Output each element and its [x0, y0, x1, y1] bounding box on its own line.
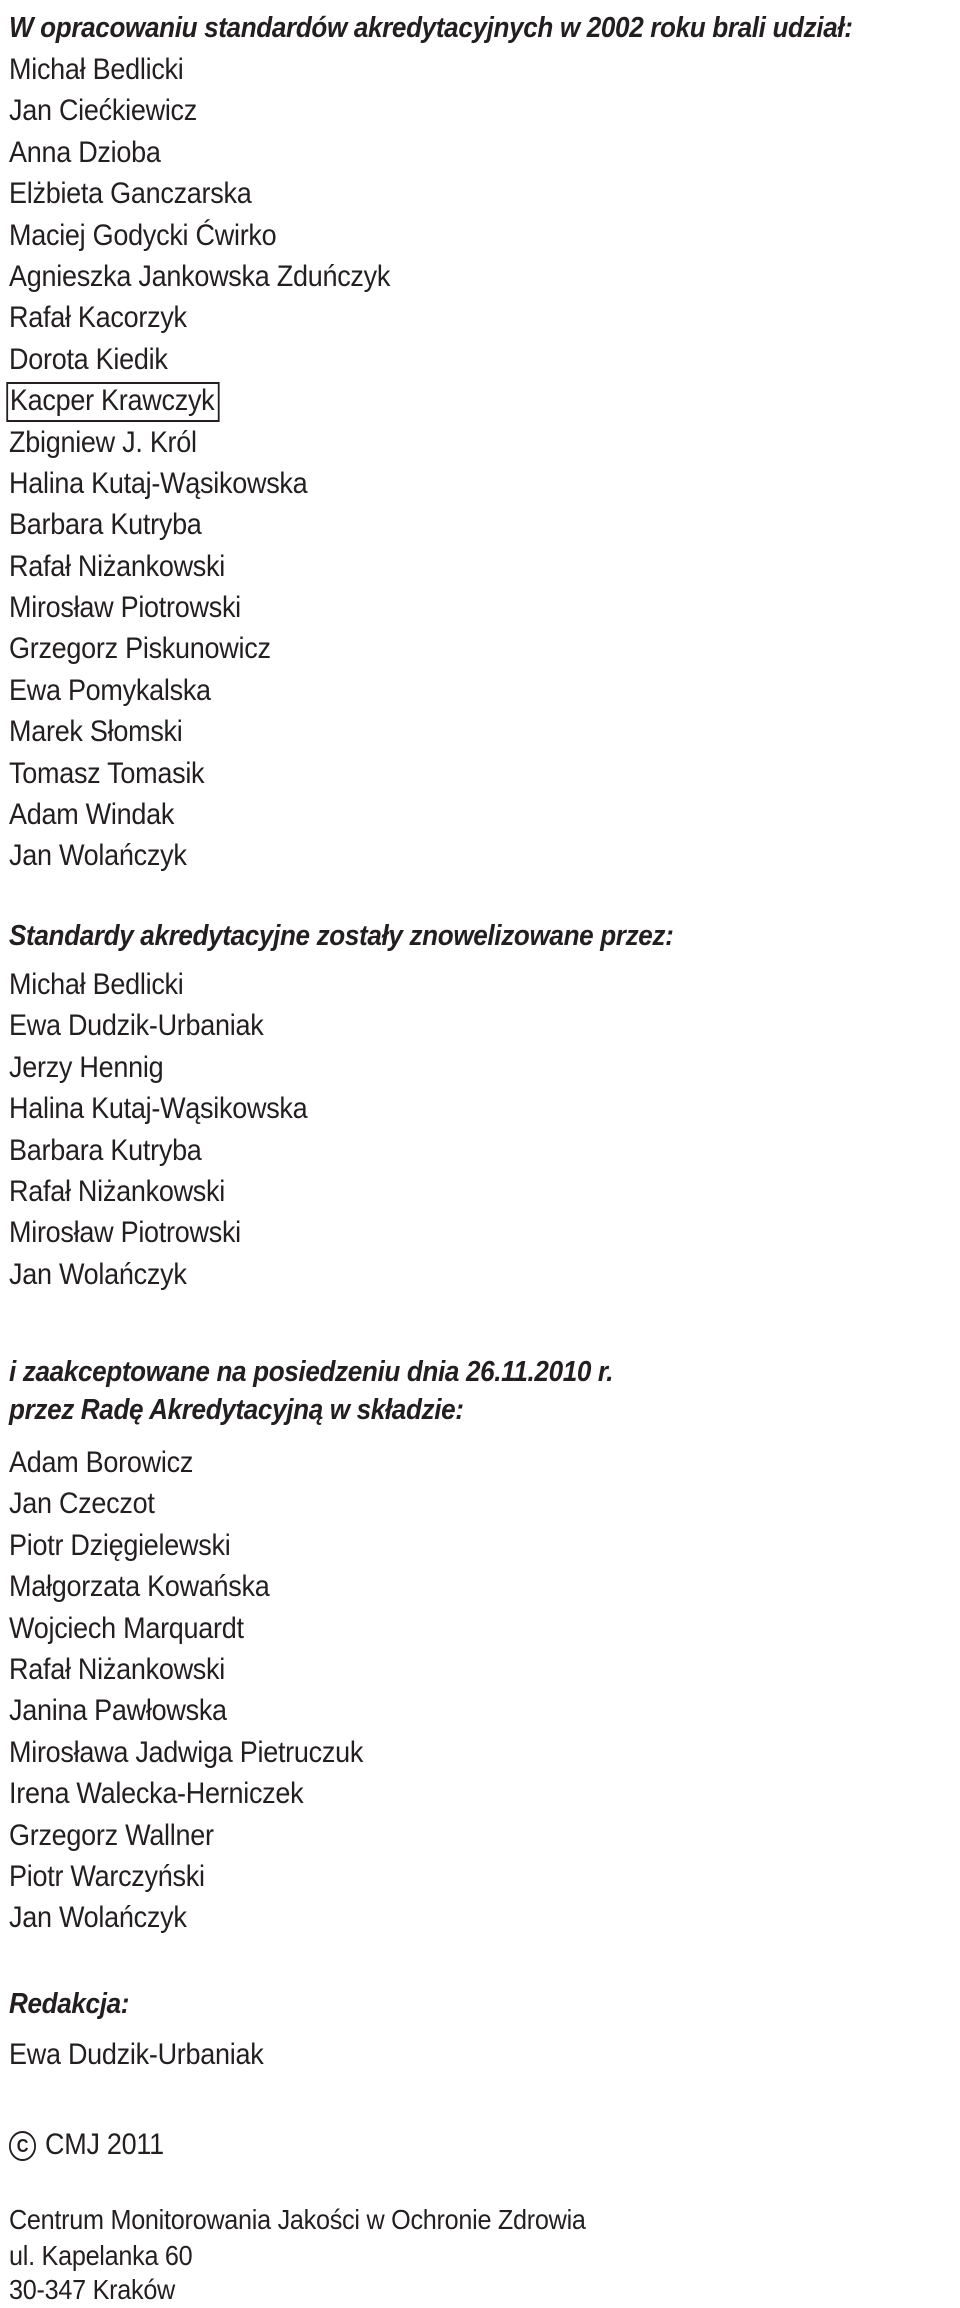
boxed-name: Kacper Krawczyk	[6, 382, 220, 422]
address-line1: Centrum Monitorowania Jakości w Ochronie Zdrowia	[9, 2204, 586, 2235]
section2-heading: Standardy akredytacyjne zostały znowelizowane przez:	[9, 920, 674, 952]
name-item: Michał Bedlicki	[9, 968, 184, 1001]
name-item: Mirosław Piotrowski	[9, 591, 241, 625]
name-item: Halina Kutaj-Wąsikowska	[9, 1092, 308, 1126]
name-item: Jan Wolańczyk	[9, 1901, 187, 1935]
section3-heading-line1: i zaakceptowane na posiedzeniu dnia 26.11.2010 r.	[9, 1356, 614, 1388]
name-item: Piotr Dzięgielewski	[9, 1528, 231, 1562]
name-item: Jan Wolańczyk	[9, 1257, 187, 1291]
name-item: Agnieszka Jankowska Zduńczyk	[9, 259, 391, 293]
address-line2: ul. Kapelanka 60	[9, 2240, 193, 2271]
name-item: Jan Wolańczyk	[9, 839, 187, 873]
editorial-name: Ewa Dudzik-Urbaniak	[9, 2038, 264, 2071]
name-item: Rafał Kacorzyk	[9, 301, 187, 335]
name-item: Barbara Kutryba	[9, 508, 202, 542]
name-item: Ewa Dudzik-Urbaniak	[9, 1009, 264, 1043]
section1-heading: W opracowaniu standardów akredytacyjnych w 2002 roku brali udział:	[9, 12, 853, 44]
section3-name-list	[9, 1442, 402, 1939]
address-line3: 30-347 Kraków	[9, 2274, 175, 2305]
section3-heading-line2: przez Radę Akredytacyjną w składzie:	[9, 1394, 464, 1426]
name-item: Grzegorz Wallner	[9, 1818, 214, 1852]
name-item: Marek Słomski	[9, 715, 183, 749]
name-item: Adam Borowicz	[9, 1446, 194, 1479]
name-item: Wojciech Marquardt	[9, 1611, 244, 1645]
name-item: Piotr Warczyński	[9, 1859, 205, 1893]
copyright-line	[9, 2124, 164, 2165]
name-item: Irena Walecka-Herniczek	[9, 1777, 304, 1811]
name-item: Rafał Niżankowski	[9, 1174, 225, 1208]
name-item: Anna Dzioba	[9, 135, 161, 169]
name-item: Zbigniew J. Król	[9, 425, 197, 459]
name-item: Janina Pawłowska	[9, 1694, 227, 1728]
name-item: Jan Ciećkiewicz	[9, 94, 198, 128]
name-item: Maciej Godycki Ćwirko	[9, 218, 277, 252]
name-item-boxed	[9, 380, 390, 421]
name-item: Elżbieta Ganczarska	[9, 177, 252, 211]
name-item: Małgorzata Kowańska	[9, 1570, 270, 1604]
editorial-heading: Redakcja:	[9, 1988, 130, 2020]
name-item: Dorota Kiedik	[9, 342, 168, 376]
name-item: Michał Bedlicki	[9, 53, 184, 86]
name-item: Barbara Kutryba	[9, 1133, 202, 1167]
name-item: Rafał Niżankowski	[9, 1652, 225, 1686]
copyright-text: CMJ 2011	[45, 2128, 164, 2161]
name-item: Mirosław Piotrowski	[9, 1216, 241, 1250]
name-item: Adam Windak	[9, 798, 175, 832]
name-item: Mirosława Jadwiga Pietruczuk	[9, 1735, 364, 1769]
name-item: Jerzy Hennig	[9, 1050, 164, 1084]
section1-name-list	[9, 49, 432, 877]
name-item: Tomasz Tomasik	[9, 756, 205, 790]
name-item: Grzegorz Piskunowicz	[9, 632, 271, 666]
copyright-icon: C	[9, 2131, 36, 2161]
name-item: Jan Czeczot	[9, 1487, 155, 1521]
name-item: Ewa Pomykalska	[9, 673, 211, 707]
name-item: Rafał Niżankowski	[9, 549, 225, 583]
name-item: Halina Kutaj-Wąsikowska	[9, 466, 308, 500]
section2-name-list	[9, 964, 341, 1295]
